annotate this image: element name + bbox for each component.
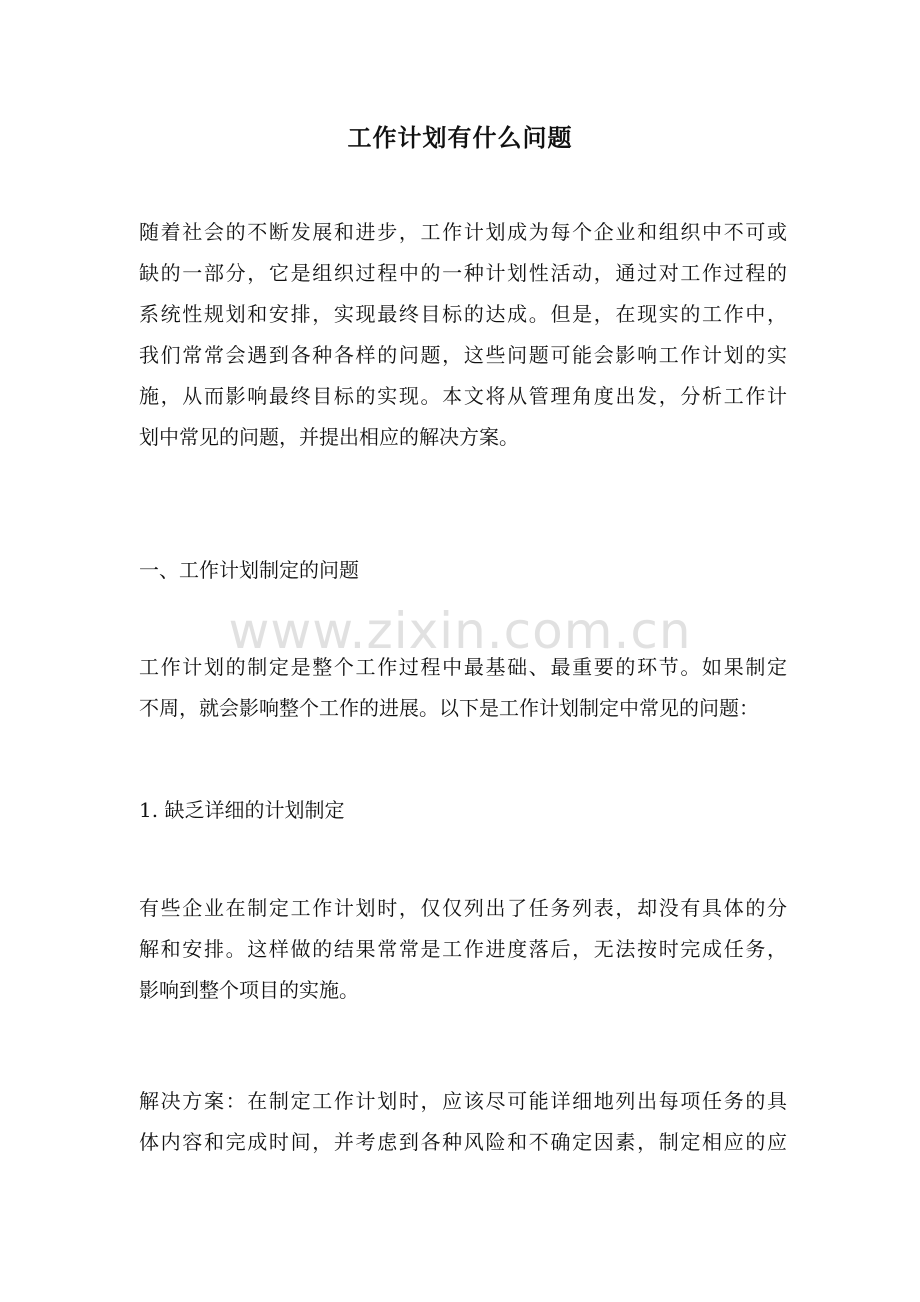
section-heading: 一、工作计划制定的问题 [139,558,359,582]
section-intro-line: 不周，就会影响整个工作的进展。以下是工作计划制定中常见的问题： [139,696,759,720]
item-body-paragraph [139,888,787,1011]
watermark: www.zixin.com.cn [228,602,692,660]
solution-line: 体内容和完成时间，并考虑到各种风险和不确定因素，制定相应的应 [139,1130,787,1154]
intro-line: 我们常常会遇到各种各样的问题，这些问题可能会影响工作计划的实 [139,343,787,367]
solution-line: 解决方案：在制定工作计划时，应该尽可能详细地列出每项任务的具 [139,1089,787,1113]
item-body-line: 解和安排。这样做的结果常常是工作进度落后，无法按时完成任务， [139,937,787,961]
intro-paragraph [139,212,787,458]
section-intro-line: 工作计划的制定是整个工作过程中最基础、最重要的环节。如果制定 [139,655,787,679]
item-heading: 1. 缺乏详细的计划制定 [139,798,345,822]
item-body-line: 影响到整个项目的实施。 [139,978,359,1002]
item-body-line: 有些企业在制定工作计划时，仅仅列出了任务列表，却没有具体的分 [139,896,787,920]
intro-line: 系统性规划和安排，实现最终目标的达成。但是，在现实的工作中， [139,302,787,326]
intro-line: 划中常见的问题，并提出相应的解决方案。 [139,425,519,449]
section-intro-paragraph [139,647,787,729]
intro-line: 缺的一部分，它是组织过程中的一种计划性活动，通过对工作过程的 [139,261,787,285]
intro-line: 随着社会的不断发展和进步，工作计划成为每个企业和组织中不可或 [139,220,787,244]
document-title: 工作计划有什么问题 [347,123,573,152]
intro-line: 施，从而影响最终目标的实现。本文将从管理角度出发，分析工作计 [139,384,787,408]
solution-paragraph [139,1081,787,1163]
